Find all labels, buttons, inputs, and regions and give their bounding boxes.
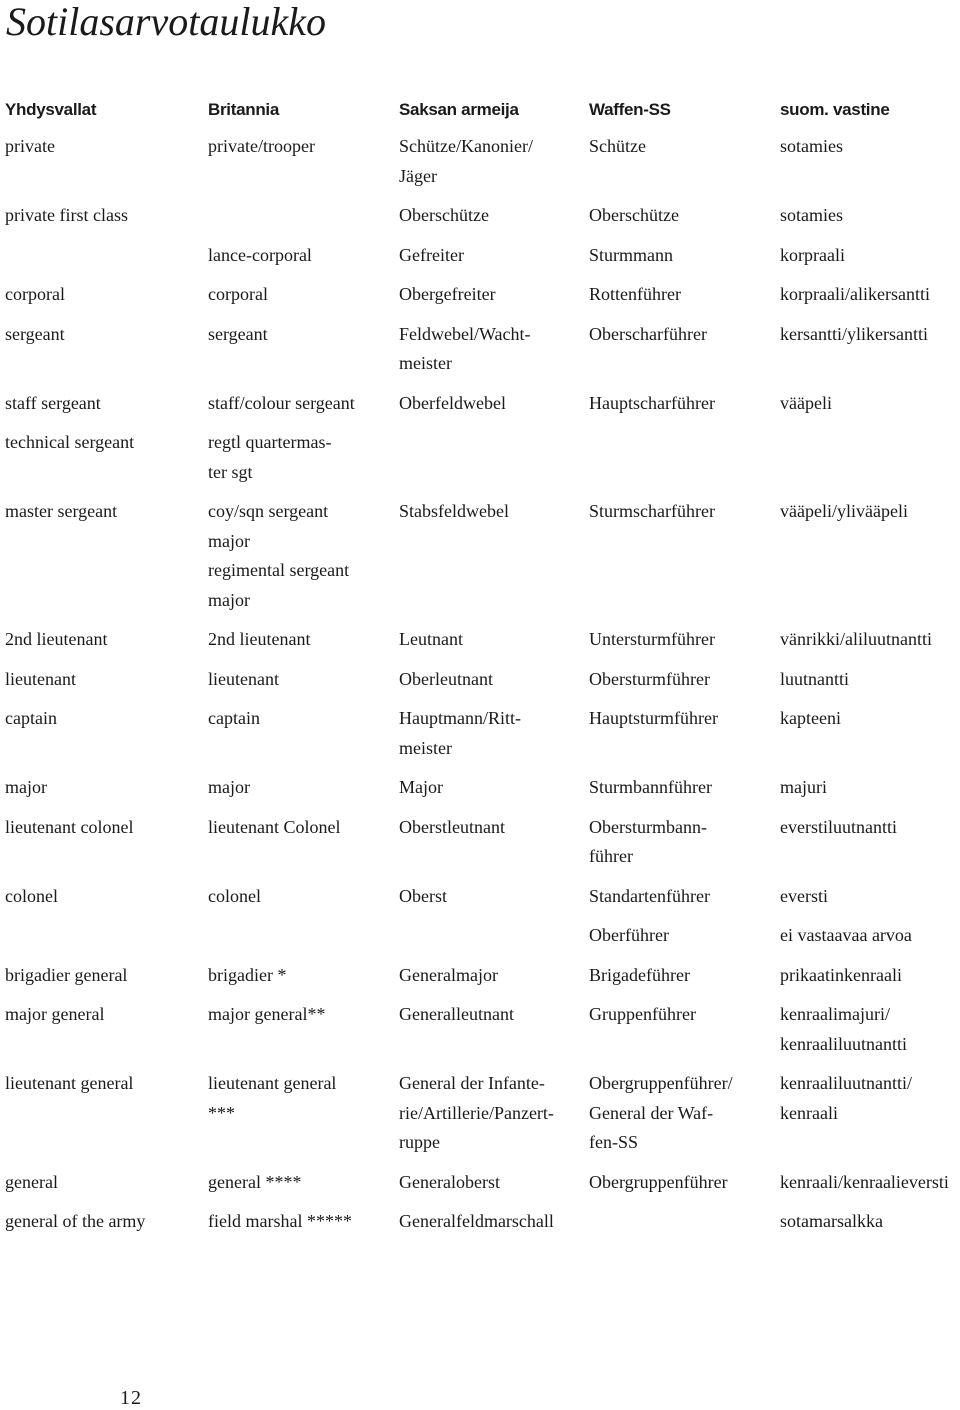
- cell-text: ***: [208, 1102, 235, 1123]
- cell-text: general ****: [208, 1171, 302, 1192]
- cell-text: Obergruppenführer: [589, 1171, 728, 1192]
- cell-text: Generaloberst: [399, 1171, 500, 1192]
- cell-text: Generalmajor: [399, 964, 498, 985]
- cell-text: general: [5, 1171, 58, 1192]
- table-cell-finnish: [780, 882, 960, 922]
- cell-text: vääpeli/ylivääpeli: [780, 501, 908, 521]
- cell-text: Oberst: [399, 885, 447, 906]
- table-row: [5, 1069, 960, 1168]
- table-cell-finnish: [780, 665, 960, 705]
- cell-text: brigadier general: [5, 964, 128, 985]
- table-cell-waffen-ss: [589, 665, 780, 705]
- table-row: [5, 1207, 960, 1247]
- cell-text: kenraali/kenraalieversti: [780, 1171, 949, 1192]
- cell-text: Oberschütze: [399, 205, 489, 225]
- table-cell-finnish: [780, 201, 960, 241]
- table-cell-britain: [208, 132, 399, 201]
- table-cell-usa: [5, 201, 208, 241]
- cell-text: private/trooper: [208, 136, 315, 156]
- header-cell-britain: Britannia: [208, 100, 279, 119]
- table-cell-britain: [208, 882, 399, 922]
- table-row: [5, 625, 960, 665]
- header-cell-german-army: Saksan armeija: [399, 100, 519, 119]
- table-cell-britain: [208, 961, 399, 1001]
- table-cell-waffen-ss: [589, 389, 780, 429]
- table-row: [5, 665, 960, 705]
- table-row: [5, 428, 960, 497]
- table-row: [5, 813, 960, 882]
- cell-text: lance-corporal: [208, 244, 312, 265]
- table-cell-finnish: [780, 1069, 960, 1168]
- table-row: [5, 320, 960, 389]
- cell-text: lieutenant Colonel: [208, 816, 341, 837]
- cell-text: kenraali: [780, 1102, 838, 1123]
- cell-text: Leutnant: [399, 629, 463, 649]
- cell-text: everstiluutnantti: [780, 816, 897, 837]
- cell-text: sotamarsalkka: [780, 1211, 883, 1231]
- cell-text: ruppe: [399, 1132, 440, 1152]
- cell-text: corporal: [208, 284, 268, 304]
- cell-text: meister: [399, 353, 452, 373]
- table-cell-waffen-ss: [589, 625, 780, 665]
- table-cell-britain: [208, 1168, 399, 1208]
- cell-text: general of the army: [5, 1211, 146, 1231]
- cell-text: kenraalimajuri/: [780, 1004, 890, 1024]
- table-cell-german-army: [399, 1000, 589, 1069]
- cell-text: kapteeni: [780, 708, 841, 728]
- table-cell-german-army: [399, 625, 589, 665]
- table-cell-german-army: [399, 280, 589, 320]
- cell-text: Rottenführer: [589, 284, 681, 304]
- table-cell-britain: [208, 1000, 399, 1069]
- table-cell-usa: [5, 389, 208, 429]
- table-row: [5, 389, 960, 429]
- table-cell-britain: [208, 813, 399, 882]
- table-cell-waffen-ss: [589, 280, 780, 320]
- cell-text: staff/colour sergeant: [208, 392, 355, 413]
- table-cell-usa: [5, 961, 208, 1001]
- cell-text: Standartenführer: [589, 885, 710, 906]
- cell-text: Obersturmführer: [589, 668, 710, 689]
- table-row: [5, 773, 960, 813]
- cell-text: General der Waf-: [589, 1102, 714, 1123]
- cell-text: Sturmmann: [589, 244, 673, 265]
- cell-text: prikaatinkenraali: [780, 964, 902, 985]
- cell-text: Sturmscharführer: [589, 501, 715, 521]
- cell-text: meister: [399, 737, 452, 758]
- cell-text: sergeant: [208, 323, 268, 344]
- table-cell-waffen-ss: [589, 773, 780, 813]
- cell-text: major: [208, 589, 250, 610]
- table-cell-britain: [208, 497, 399, 625]
- cell-text: major: [208, 777, 250, 797]
- table-row: [5, 201, 960, 241]
- table-row: [5, 280, 960, 320]
- table-cell-usa: [5, 497, 208, 625]
- table-cell-usa: [5, 1168, 208, 1208]
- table-cell-finnish: [780, 1168, 960, 1208]
- table-cell-finnish: [780, 625, 960, 665]
- cell-text: kenraaliluutnantti: [780, 1033, 907, 1054]
- cell-text: luutnantti: [780, 668, 849, 689]
- table-cell-german-army: [399, 961, 589, 1001]
- cell-text: Hauptmann/Ritt-: [399, 708, 521, 728]
- cell-text: Generalfeldmarschall: [399, 1211, 554, 1231]
- cell-text: eversti: [780, 885, 828, 906]
- table-cell-german-army: [399, 773, 589, 813]
- table-cell-finnish: [780, 1207, 960, 1247]
- table-cell-usa: [5, 921, 208, 961]
- table-cell-german-army: [399, 665, 589, 705]
- table-cell-britain: [208, 921, 399, 961]
- cell-text: technical sergeant: [5, 432, 135, 452]
- table-cell-britain: [208, 320, 399, 389]
- cell-text: Gefreiter: [399, 244, 464, 265]
- cell-text: regtl quartermas-: [208, 432, 332, 452]
- cell-text: Schütze/Kanonier/: [399, 136, 533, 156]
- cell-text: Gruppenführer: [589, 1004, 696, 1024]
- cell-text: Hauptsturmführer: [589, 708, 718, 728]
- cell-text: Stabsfeldwebel: [399, 501, 509, 521]
- cell-text: sotamies: [780, 205, 843, 225]
- cell-text: major general**: [208, 1004, 326, 1024]
- rank-table: [5, 92, 960, 1247]
- page-number: 12: [120, 1387, 142, 1409]
- cell-text: staff sergeant: [5, 392, 101, 413]
- cell-text: colonel: [5, 885, 58, 906]
- table-cell-usa: [5, 882, 208, 922]
- table-cell-britain: [208, 428, 399, 497]
- cell-text: captain: [5, 708, 57, 728]
- table-cell-usa: [5, 1000, 208, 1069]
- cell-text: ei vastaavaa arvoa: [780, 925, 912, 945]
- table-cell-german-army: [399, 241, 589, 281]
- header-row: [5, 92, 960, 132]
- cell-text: 2nd lieutenant: [208, 629, 311, 649]
- table-cell-finnish: [780, 497, 960, 625]
- table-cell-britain: [208, 625, 399, 665]
- table-cell-german-army: [399, 320, 589, 389]
- table-cell-waffen-ss: [589, 201, 780, 241]
- table-cell-waffen-ss: [589, 704, 780, 773]
- table-cell-usa: [5, 132, 208, 201]
- header-cell-waffen-ss: Waffen-SS: [589, 100, 671, 119]
- table-cell-german-army: [399, 1069, 589, 1168]
- table-row: [5, 1000, 960, 1069]
- cell-text: Obersturmbann-: [589, 816, 707, 837]
- table-cell-waffen-ss: [589, 882, 780, 922]
- table-row: [5, 961, 960, 1001]
- table-cell-usa: [5, 1207, 208, 1247]
- table-body: [5, 132, 960, 1247]
- table-row: [5, 497, 960, 625]
- header-cell-usa: Yhdysvallat: [5, 100, 97, 119]
- cell-text: captain: [208, 708, 260, 728]
- cell-text: lieutenant colonel: [5, 816, 134, 837]
- table-cell-usa: [5, 428, 208, 497]
- table-cell-waffen-ss: [589, 1168, 780, 1208]
- cell-text: ter sgt: [208, 461, 253, 482]
- table-cell-finnish: [780, 773, 960, 813]
- table-cell-finnish: [780, 1000, 960, 1069]
- table-cell-german-army: [399, 704, 589, 773]
- cell-text: majuri: [780, 777, 827, 797]
- table-cell-finnish: [780, 961, 960, 1001]
- cell-text: Schütze: [589, 136, 646, 156]
- table-cell-usa: [5, 813, 208, 882]
- table-cell-german-army: [399, 921, 589, 961]
- table-cell-britain: [208, 773, 399, 813]
- table-cell-waffen-ss: [589, 132, 780, 201]
- cell-text: rie/Artillerie/Panzert-: [399, 1102, 554, 1123]
- table-cell-german-army: [399, 882, 589, 922]
- table-cell-usa: [5, 1069, 208, 1168]
- table-cell-britain: [208, 389, 399, 429]
- table-cell-britain: [208, 201, 399, 241]
- cell-text: korpraali/alikersantti: [780, 284, 930, 304]
- cell-text: major: [5, 777, 47, 797]
- cell-text: lieutenant: [5, 668, 76, 689]
- table-cell-usa: [5, 320, 208, 389]
- cell-text: sotamies: [780, 136, 843, 156]
- table-cell-britain: [208, 665, 399, 705]
- table-cell-britain: [208, 704, 399, 773]
- table-cell-german-army: [399, 389, 589, 429]
- table-cell-waffen-ss: [589, 921, 780, 961]
- table-cell-german-army: [399, 1168, 589, 1208]
- cell-text: Brigadeführer: [589, 964, 690, 985]
- cell-text: General der Infante-: [399, 1073, 545, 1093]
- cell-text: führer: [589, 846, 633, 866]
- table-cell-finnish: [780, 320, 960, 389]
- table-cell-usa: [5, 280, 208, 320]
- header-cell-finnish: suom. vastine: [780, 100, 890, 119]
- cell-text: lieutenant: [208, 668, 279, 689]
- cell-text: colonel: [208, 885, 261, 906]
- cell-text: kersantti/ylikersantti: [780, 323, 928, 344]
- table-cell-finnish: [780, 280, 960, 320]
- table-cell-waffen-ss: [589, 1207, 780, 1247]
- table-cell-britain: [208, 1207, 399, 1247]
- table-cell-german-army: [399, 813, 589, 882]
- table-cell-finnish: [780, 921, 960, 961]
- cell-text: major general: [5, 1004, 105, 1024]
- cell-text: coy/sqn sergeant: [208, 501, 329, 521]
- cell-text: Oberstleutnant: [399, 816, 505, 837]
- cell-text: 2nd lieutenant: [5, 629, 108, 649]
- table-cell-finnish: [780, 813, 960, 882]
- table-cell-finnish: [780, 132, 960, 201]
- cell-text: lieutenant general: [208, 1073, 337, 1093]
- table-cell-german-army: [399, 497, 589, 625]
- table-cell-usa: [5, 625, 208, 665]
- cell-text: Obergefreiter: [399, 284, 496, 304]
- cell-text: private: [5, 136, 55, 156]
- cell-text: Oberscharführer: [589, 323, 707, 344]
- table-row: [5, 921, 960, 961]
- cell-text: brigadier *: [208, 964, 287, 985]
- page-title: Sotilasarvotaulukko: [6, 0, 326, 44]
- cell-text: korpraali: [780, 244, 845, 265]
- table-row: [5, 882, 960, 922]
- table-cell-finnish: [780, 389, 960, 429]
- table-row: [5, 1168, 960, 1208]
- table-cell-usa: [5, 704, 208, 773]
- table-cell-waffen-ss: [589, 961, 780, 1001]
- table-cell-waffen-ss: [589, 241, 780, 281]
- cell-text: Oberfeldwebel: [399, 392, 506, 413]
- cell-text: Obergruppenführer/: [589, 1073, 733, 1093]
- table-cell-german-army: [399, 428, 589, 497]
- table-cell-britain: [208, 1069, 399, 1168]
- table-cell-waffen-ss: [589, 428, 780, 497]
- table-cell-usa: [5, 241, 208, 281]
- cell-text: lieutenant general: [5, 1073, 134, 1093]
- cell-text: field marshal *****: [208, 1211, 352, 1231]
- cell-text: Oberleutnant: [399, 668, 493, 689]
- table-row: [5, 704, 960, 773]
- cell-text: vääpeli: [780, 392, 832, 413]
- cell-text: fen-SS: [589, 1132, 638, 1152]
- table-cell-finnish: [780, 428, 960, 497]
- cell-text: Generalleutnant: [399, 1004, 514, 1024]
- table-cell-waffen-ss: [589, 1000, 780, 1069]
- cell-text: major: [208, 530, 250, 551]
- table-cell-waffen-ss: [589, 320, 780, 389]
- cell-text: Feldwebel/Wacht-: [399, 323, 531, 344]
- cell-text: Untersturmführer: [589, 629, 715, 649]
- cell-text: Oberschütze: [589, 205, 679, 225]
- table-cell-german-army: [399, 201, 589, 241]
- table-cell-finnish: [780, 704, 960, 773]
- table-cell-waffen-ss: [589, 497, 780, 625]
- cell-text: Major: [399, 777, 443, 797]
- cell-text: regimental sergeant: [208, 560, 350, 580]
- cell-text: master sergeant: [5, 501, 118, 521]
- table-cell-german-army: [399, 1207, 589, 1247]
- cell-text: corporal: [5, 284, 65, 304]
- cell-text: Jäger: [399, 165, 437, 186]
- cell-text: kenraaliluutnantti/: [780, 1073, 912, 1093]
- table-row: [5, 132, 960, 201]
- cell-text: sergeant: [5, 323, 65, 344]
- table-cell-waffen-ss: [589, 813, 780, 882]
- cell-text: Hauptscharführer: [589, 392, 715, 413]
- table-cell-german-army: [399, 132, 589, 201]
- table-row: [5, 241, 960, 281]
- cell-text: Oberführer: [589, 925, 669, 945]
- table-cell-britain: [208, 280, 399, 320]
- cell-text: Sturmbannführer: [589, 777, 712, 797]
- table-cell-britain: [208, 241, 399, 281]
- cell-text: vänrikki/aliluutnantti: [780, 629, 932, 649]
- table-cell-usa: [5, 665, 208, 705]
- table-cell-waffen-ss: [589, 1069, 780, 1168]
- cell-text: private first class: [5, 205, 128, 225]
- table-cell-usa: [5, 773, 208, 813]
- table-cell-finnish: [780, 241, 960, 281]
